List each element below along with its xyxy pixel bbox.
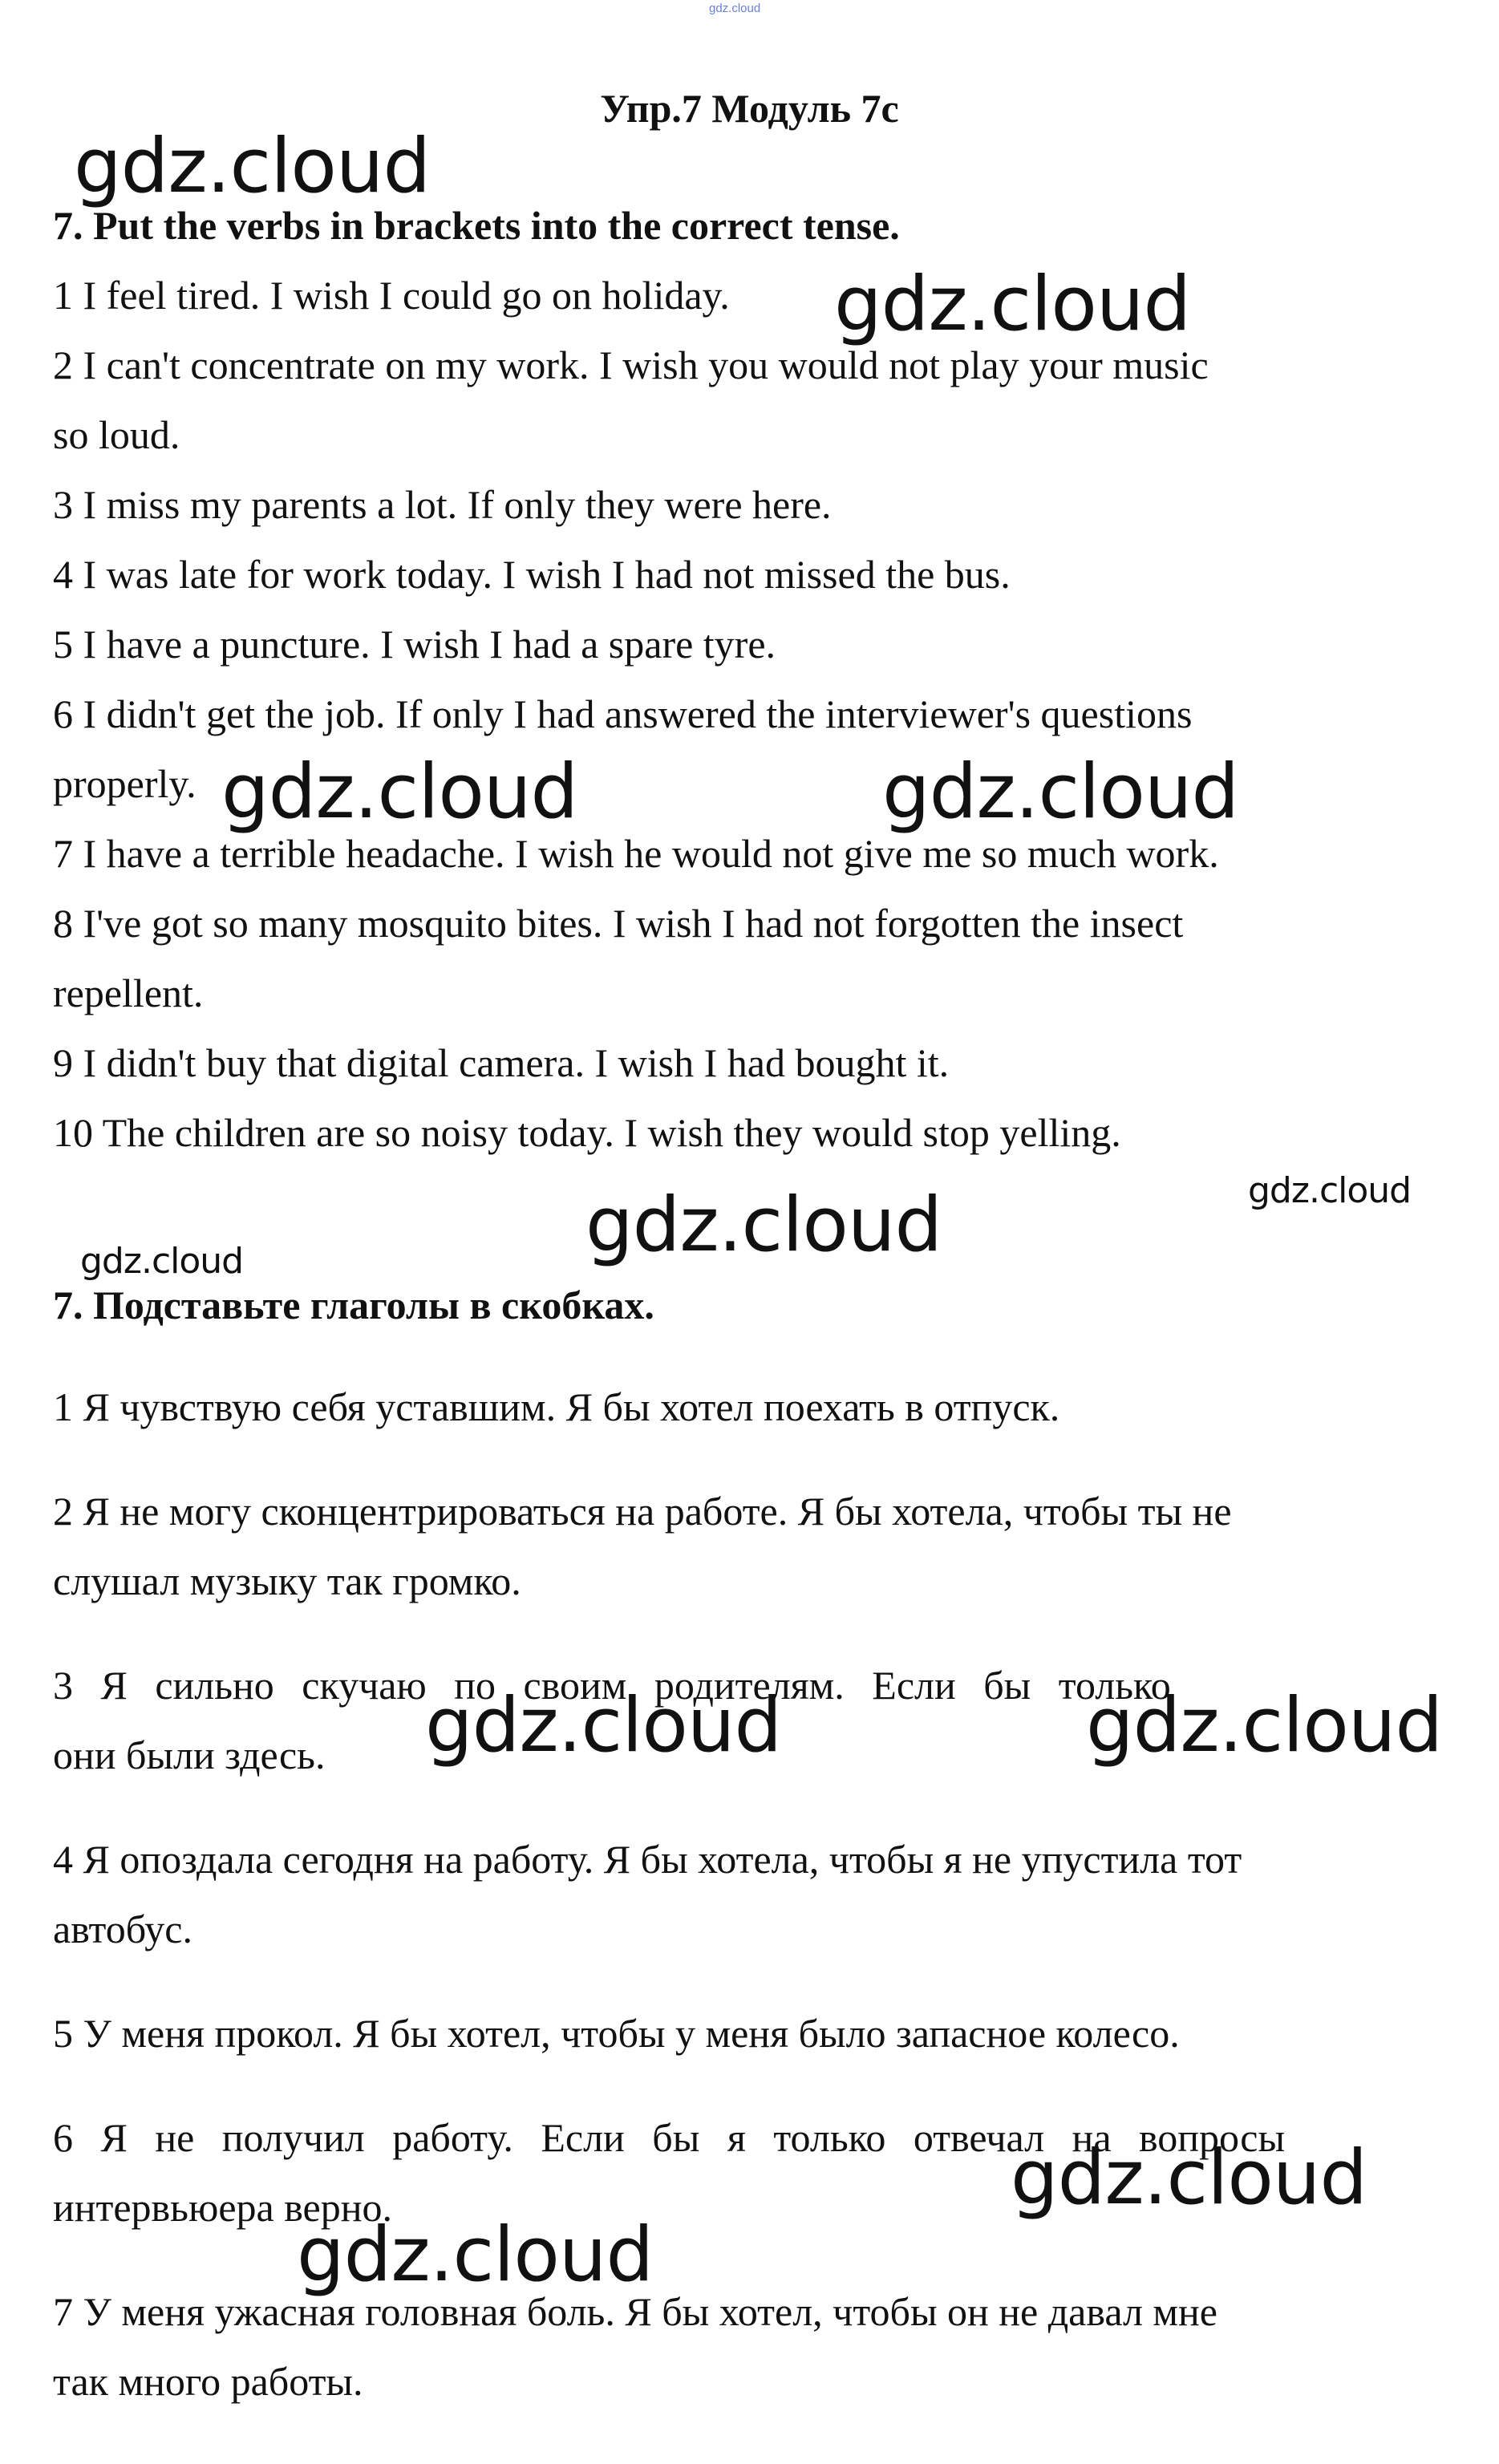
english-line: so loud. <box>53 412 180 457</box>
russian-line: 1 Я чувствую себя уставшим. Я бы хотел поехать в отпуск. <box>53 1384 1060 1429</box>
russian-line: слушал музыку так громко. <box>53 1558 521 1603</box>
english-line: 10 The children are so noisy today. I wish they would stop yelling. <box>53 1110 1121 1155</box>
watermark: gdz.cloud <box>1086 1682 1443 1769</box>
russian-line: интервьюера верно. <box>53 2185 392 2230</box>
english-line: 8 I've got so many mosquito bites. I wish I had not forgotten the insect <box>53 901 1184 946</box>
watermark: gdz.cloud <box>297 2211 654 2299</box>
watermark: gdz.cloud <box>585 1181 942 1269</box>
english-line: 3 I miss my parents a lot. If only they were here. <box>53 482 832 527</box>
english-line: repellent. <box>53 971 204 1015</box>
russian-line: автобус. <box>53 1907 192 1951</box>
page-title: Упр.7 Модуль 7с <box>600 86 899 131</box>
watermark: gdz.cloud <box>1248 1170 1412 1211</box>
russian-line: они были здесь. <box>53 1732 326 1777</box>
watermark: gdz.cloud <box>425 1682 782 1769</box>
english-line: properly. <box>53 761 196 806</box>
english-line: 4 I was late for work today. I wish I had not missed the bus. <box>53 552 1011 597</box>
watermark: gdz.cloud <box>74 123 431 210</box>
russian-line: 2 Я не могу сконцентрироваться на работе. Я бы хотела, чтобы ты не <box>53 1489 1232 1534</box>
english-line: 6 I didn't get the job. If only I had answered the interviewer's questions <box>53 691 1193 736</box>
russian-line: 7 У меня ужасная головная боль. Я бы хотел, чтобы он не давал мне <box>53 2289 1218 2334</box>
watermark: gdz.cloud <box>80 1241 244 1282</box>
english-heading: 7. Put the verbs in brackets into the correct tense. <box>53 203 900 248</box>
russian-line: так много работы. <box>53 2359 363 2404</box>
watermark: gdz.cloud <box>834 261 1191 348</box>
russian-line: 3 Я сильно скучаю по своим родителям. Если бы только <box>53 1663 1171 1708</box>
russian-heading: 7. Подставьте глаголы в скобках. <box>53 1283 654 1327</box>
russian-line: 4 Я опоздала сегодня на работу. Я бы хотела, чтобы я не упустила тот <box>53 1837 1242 1882</box>
english-line: 7 I have a terrible headache. I wish he would not give me so much work. <box>53 831 1219 876</box>
russian-line: 6 Я не получил работу. Если бы я только отвечал на вопросы <box>53 2115 1286 2160</box>
watermark: gdz.cloud <box>882 748 1239 836</box>
english-line: 5 I have a puncture. I wish I had a spare tyre. <box>53 622 776 667</box>
english-line: 9 I didn't buy that digital camera. I wish I had bought it. <box>53 1040 950 1085</box>
english-line: 1 I feel tired. I wish I could go on holiday. <box>53 273 730 318</box>
russian-line: 5 У меня прокол. Я бы хотел, чтобы у меня было запасное колесо. <box>53 2011 1180 2056</box>
top-watermark: gdz.cloud <box>709 2 761 15</box>
watermark: gdz.cloud <box>1011 2134 1367 2222</box>
watermark: gdz.cloud <box>221 748 578 836</box>
english-line: 2 I can't concentrate on my work. I wish you would not play your music <box>53 342 1209 387</box>
